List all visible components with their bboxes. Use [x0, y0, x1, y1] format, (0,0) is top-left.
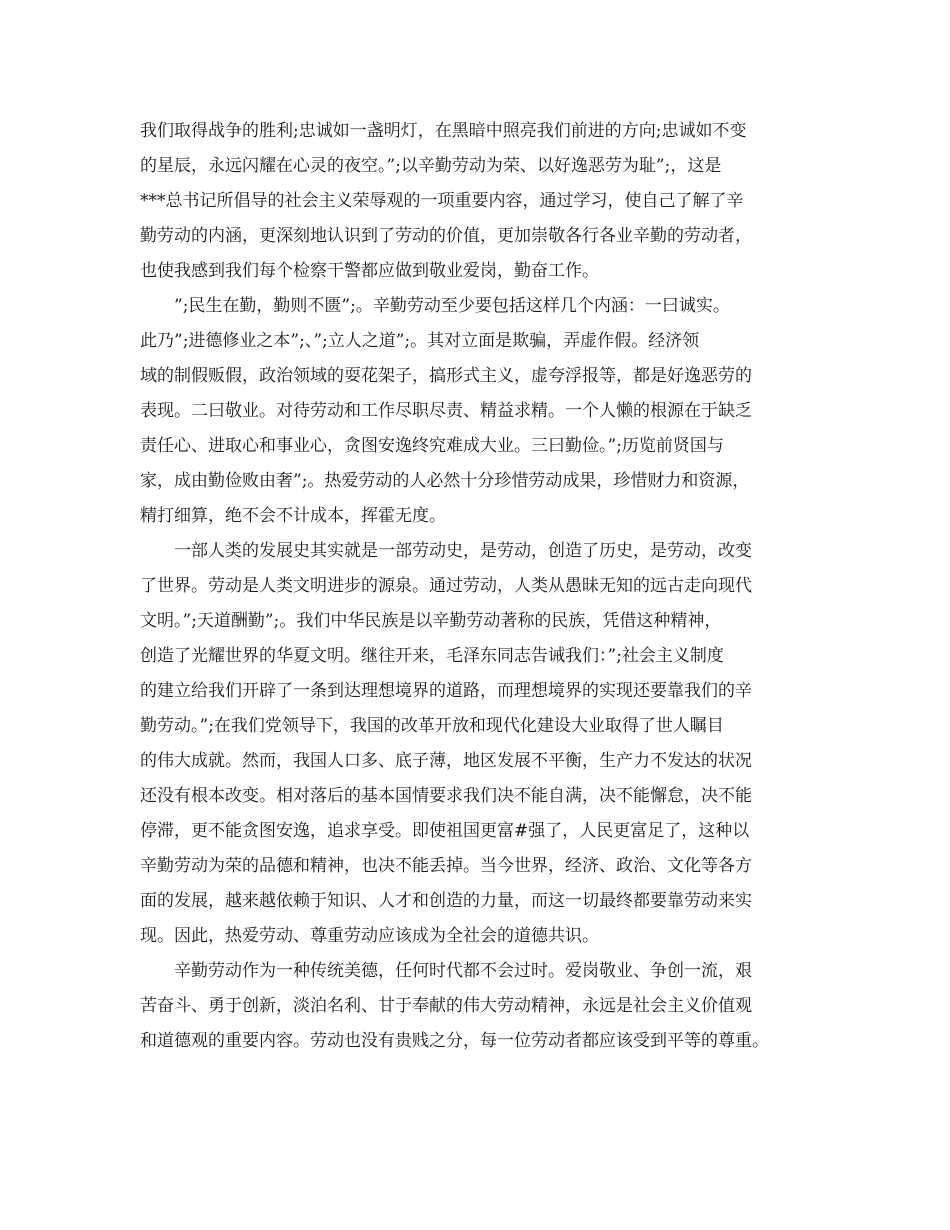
text-line: 文明。”;天道酬勤”;。我们中华民族是以辛勤劳动著称的民族，凭借这种精神， [140, 611, 722, 631]
text-line: 辛勤劳动作为一种传统美德，任何时代都不会过时。爱岗敬业、争创一流，艰 [140, 961, 752, 981]
text-line: 面的发展，越来越依赖于知识、人才和创造的力量，而这一切最终都要靠劳动来实 [140, 891, 752, 911]
text-line: 停滞，更不能贪图安逸，追求享受。即使祖国更富#强了，人民更富足了，这种以 [140, 821, 750, 841]
text-line: 域的制假贩假，政治领域的耍花架子，搞形式主义，虚夸浮报等，都是好逸恶劳的 [140, 366, 752, 386]
text-line: 的伟大成就。然而，我国人口多、底子薄，地区发展不平衡，生产力不发达的状况 [140, 751, 752, 771]
text-line: 责任心、进取心和事业心，贪图安逸终究难成大业。三曰勤俭。”;历览前贤国与 [140, 436, 724, 456]
text-line: 我们取得战争的胜利;忠诚如一盏明灯，在黑暗中照亮我们前进的方向;忠诚如不变 [140, 121, 747, 141]
text-line: 了世界。劳动是人类文明进步的源泉。通过劳动，人类从愚昧无知的远古走向现代 [140, 576, 752, 596]
text-line: 家，成由勤俭败由奢”;。热爱劳动的人必然十分珍惜劳动成果，珍惜财力和资源， [140, 471, 750, 491]
text-line: 现。因此，热爱劳动、尊重劳动应该成为全社会的道德共识。 [140, 926, 599, 946]
text-line: 的星辰，永远闪耀在心灵的夜空。”;以辛勤劳动为荣、以好逸恶劳为耻”;，这是 [140, 156, 722, 176]
paragraph-3 [140, 534, 830, 954]
paragraph-1 [140, 114, 830, 289]
text-line: 表现。二曰敬业。对待劳动和工作尽职尽责、精益求精。一个人懒的根源在于缺乏 [140, 401, 752, 421]
text-line: 此乃”;进德修业之本”;、”;立人之道”;。其对立面是欺骗，弄虚作假。经济领 [140, 331, 700, 351]
document-body [140, 114, 830, 1059]
text-line: 精打细算，绝不会不计成本，挥霍无度。 [140, 506, 446, 526]
text-line: 也使我感到我们每个检察干警都应做到敬业爱岗，勤奋工作。 [140, 261, 599, 281]
text-line: 创造了光耀世界的华夏文明。继往开来，毛泽东同志告诫我们：”;社会主义制度 [140, 646, 724, 666]
text-line: ”;民生在勤，勤则不匮”;。辛勤劳动至少要包括这样几个内涵：一曰诚实。 [140, 296, 730, 316]
text-line: 辛勤劳动为荣的品德和精神，也决不能丢掉。当今世界，经济、政治、文化等各方 [140, 856, 752, 876]
paragraph-2 [140, 289, 830, 534]
text-line: 一部人类的发展史其实就是一部劳动史，是劳动，创造了历史，是劳动，改变 [140, 541, 752, 561]
text-line: 勤劳动。”;在我们党领导下，我国的改革开放和现代化建设大业取得了世人瞩目 [140, 716, 724, 736]
text-line: 和道德观的重要内容。劳动也没有贵贱之分，每一位劳动者都应该受到平等的尊重。 [140, 1031, 769, 1051]
text-line: 苦奋斗、勇于创新，淡泊名利、甘于奉献的伟大劳动精神，永远是社会主义价值观 [140, 996, 752, 1016]
text-line: 勤劳动的内涵，更深刻地认识到了劳动的价值，更加崇敬各行各业辛勤的劳动者， [140, 226, 752, 246]
text-line: ***总书记所倡导的社会主义荣辱观的一项重要内容，通过学习，使自己了解了辛 [140, 191, 744, 211]
text-line: 的建立给我们开辟了一条到达理想境界的道路，而理想境界的实现还要靠我们的辛 [140, 681, 752, 701]
paragraph-4 [140, 954, 830, 1059]
text-line: 还没有根本改变。相对落后的基本国情要求我们决不能自满，决不能懈怠，决不能 [140, 786, 752, 806]
